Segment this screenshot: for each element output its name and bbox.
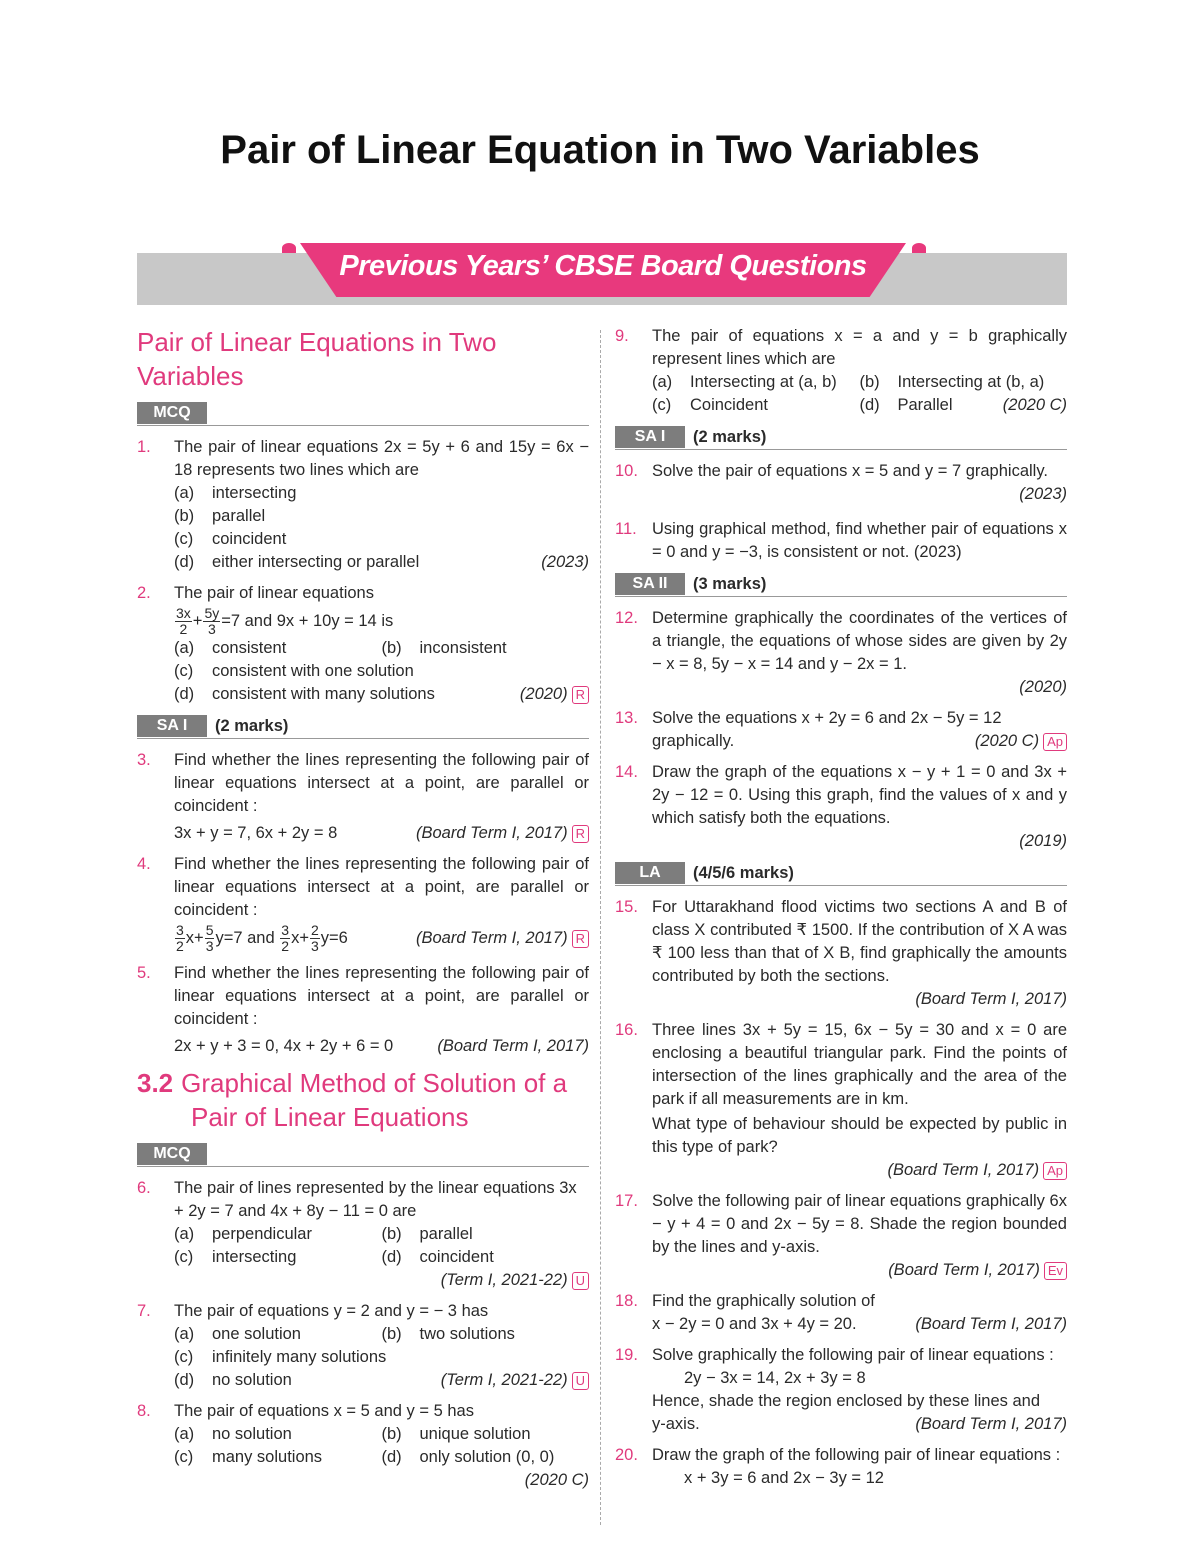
question-source: (Board Term I, 2017) bbox=[415, 824, 568, 843]
option-c: coincident bbox=[212, 530, 287, 548]
option-a: intersecting bbox=[212, 484, 297, 502]
difficulty-badge: Ap bbox=[1043, 733, 1067, 751]
question-3 bbox=[137, 749, 589, 845]
question-number: 8. bbox=[137, 1402, 151, 1421]
section-heading-line1: Graphical Method of Solution of a bbox=[181, 1068, 568, 1099]
question-number: 9. bbox=[615, 327, 629, 345]
question-number: 19. bbox=[615, 1346, 638, 1364]
question-source: (2020 C) bbox=[1002, 396, 1067, 414]
option-c: Coincident bbox=[690, 396, 768, 414]
option-letter: (b) bbox=[381, 1225, 402, 1244]
question-number: 16. bbox=[615, 1021, 638, 1039]
option-letter: (b) bbox=[174, 507, 195, 525]
question-text: Find whether the lines representing the following pair of linear equations intersect at a point, are parallel or coincident : bbox=[174, 964, 589, 1029]
sa1-tag: SA I bbox=[137, 715, 207, 737]
question-source: (Board Term I, 2017) bbox=[915, 990, 1067, 1008]
question-text: Solve the equations x + 2y = 6 and 2x − 5y = 12 bbox=[652, 709, 1002, 727]
question-text: Determine graphically the coordinates of the vertices of a triangle, the equations of whose sides are given by 2y − x = 8, 5y − x = 14 and y − 2x = 1. bbox=[652, 609, 1067, 673]
option-d: coincident bbox=[419, 1248, 494, 1267]
question-4 bbox=[137, 853, 589, 954]
fraction-denominator: 2 bbox=[176, 938, 184, 955]
difficulty-badge: R bbox=[572, 686, 589, 704]
fraction-denominator: 2 bbox=[179, 621, 188, 638]
sa1-section-header bbox=[137, 714, 589, 739]
banner-dot-left bbox=[282, 243, 296, 253]
option-a: consistent bbox=[212, 639, 287, 658]
fraction-numerator: 3 bbox=[176, 922, 184, 939]
question-source: (2020) bbox=[519, 685, 568, 704]
question-text-cont: graphically. bbox=[652, 732, 735, 750]
column-divider bbox=[600, 330, 601, 1525]
section-number: 3.2 bbox=[137, 1068, 174, 1099]
fraction-denominator: 2 bbox=[281, 938, 290, 955]
question-source: (Board Term I, 2017) bbox=[437, 1037, 589, 1056]
question-source: (2023) bbox=[1019, 485, 1067, 503]
option-d: only solution (0, 0) bbox=[419, 1448, 555, 1467]
question-13 bbox=[615, 707, 1067, 753]
sa1-marks: (2 marks) bbox=[693, 427, 767, 446]
question-source: (2019) bbox=[1019, 832, 1067, 850]
option-letter: (b) bbox=[381, 1325, 402, 1344]
question-text: Find whether the lines representing the following pair of linear equations intersect at a point, are parallel or coincident : bbox=[174, 751, 589, 816]
section-heading-1: Pair of Linear Equations in Two Variables bbox=[137, 327, 497, 391]
option-letter: (b) bbox=[859, 373, 880, 391]
option-letter: (c) bbox=[174, 662, 194, 681]
fraction-numerator: 3 bbox=[281, 922, 290, 939]
question-source: (Board Term I, 2017) bbox=[887, 1161, 1040, 1179]
question-14 bbox=[615, 761, 1067, 853]
question-20 bbox=[615, 1444, 1067, 1490]
option-b: inconsistent bbox=[419, 639, 507, 658]
difficulty-badge: U bbox=[572, 1272, 589, 1290]
page-title: Pair of Linear Equation in Two Variables bbox=[220, 128, 980, 172]
option-letter: (c) bbox=[652, 396, 672, 414]
la-section-header bbox=[615, 861, 1067, 886]
question-7 bbox=[137, 1300, 589, 1392]
question-source: (2020 C) bbox=[974, 732, 1040, 750]
question-number: 10. bbox=[615, 462, 638, 480]
sa1-marks: (2 marks) bbox=[215, 716, 289, 735]
option-c: many solutions bbox=[212, 1448, 323, 1467]
fraction-numerator: 5y bbox=[204, 605, 220, 622]
equation-operator: + bbox=[192, 612, 203, 630]
option-b: unique solution bbox=[419, 1425, 531, 1444]
sa2-marks: (3 marks) bbox=[693, 574, 767, 593]
question-10 bbox=[615, 460, 1067, 506]
mcq-tag: MCQ bbox=[137, 1143, 207, 1165]
question-11 bbox=[615, 518, 1067, 564]
sa2-tag: SA II bbox=[615, 573, 685, 595]
option-letter: (a) bbox=[174, 484, 195, 502]
question-source: (Board Term I, 2017) bbox=[915, 1415, 1067, 1433]
question-6 bbox=[137, 1177, 589, 1292]
banner-dot-right bbox=[912, 243, 926, 253]
question-17 bbox=[615, 1190, 1067, 1282]
difficulty-badge: U bbox=[572, 1372, 589, 1390]
option-letter: (d) bbox=[381, 1248, 402, 1267]
question-number: 1. bbox=[137, 438, 151, 456]
option-letter: (b) bbox=[381, 639, 402, 658]
equation: x − 2y = 0 and 3x + 4y = 20. bbox=[652, 1315, 857, 1333]
option-letter: (c) bbox=[174, 1248, 194, 1267]
question-number: 2. bbox=[137, 584, 151, 602]
option-b: Intersecting at (b, a) bbox=[897, 373, 1045, 391]
option-d: either intersecting or parallel bbox=[212, 553, 420, 571]
equation: 2x + y + 3 = 0, 4x + 2y + 6 = 0 bbox=[174, 1037, 394, 1056]
question-number: 4. bbox=[137, 855, 151, 874]
option-d: Parallel bbox=[897, 396, 953, 414]
question-source: (Board Term I, 2017) bbox=[888, 1261, 1040, 1279]
question-number: 12. bbox=[615, 609, 638, 627]
equation-text: x+ bbox=[291, 929, 309, 948]
option-a: no solution bbox=[212, 1425, 292, 1444]
question-1 bbox=[137, 436, 589, 574]
equation: x + 3y = 6 and 2x − 3y = 12 bbox=[684, 1469, 884, 1487]
question-12 bbox=[615, 607, 1067, 699]
question-2 bbox=[137, 582, 589, 706]
option-a: perpendicular bbox=[212, 1225, 312, 1244]
question-number: 14. bbox=[615, 763, 638, 781]
sa1-section-header bbox=[615, 425, 1067, 450]
banner-title: Previous Years’ CBSE Board Questions bbox=[339, 250, 867, 282]
question-text: The pair of linear equations 2x = 5y + 6 and 15y = 6x − 18 represents two lines which are bbox=[174, 438, 589, 479]
fraction-numerator: 5 bbox=[205, 922, 214, 939]
question-number: 11. bbox=[615, 520, 637, 538]
option-letter: (d) bbox=[859, 396, 880, 414]
question-text: Using graphical method, find whether pair of equations x = 0 and y = −3, is consistent or not. (2023) bbox=[652, 520, 1067, 561]
question-number: 17. bbox=[615, 1192, 638, 1210]
question-text: The pair of equations x = a and y = b graphically represent lines which are bbox=[652, 327, 1067, 368]
question-number: 13. bbox=[615, 709, 638, 727]
question-19 bbox=[615, 1344, 1067, 1436]
mcq-section-header bbox=[137, 401, 589, 426]
la-marks: (4/5/6 marks) bbox=[693, 863, 794, 882]
fraction-numerator: 3x bbox=[176, 605, 191, 622]
option-letter: (d) bbox=[381, 1448, 402, 1467]
question-5 bbox=[137, 962, 589, 1058]
question-15 bbox=[615, 896, 1067, 1011]
question-text: Draw the graph of the following pair of linear equations : bbox=[652, 1446, 1061, 1464]
equation-text: y=6 bbox=[320, 929, 348, 948]
mcq2-section-header bbox=[137, 1142, 589, 1167]
equation-text: =7 and 9x + 10y = 14 is bbox=[221, 612, 394, 630]
option-letter: (a) bbox=[652, 373, 673, 391]
option-c: consistent with one solution bbox=[212, 662, 414, 681]
question-text: Solve the following pair of linear equations graphically 6x − y + 4 = 0 and 2x − 5y = 8. Shade the region bounded by the lines and y-axis. bbox=[652, 1192, 1067, 1256]
option-b: parallel bbox=[212, 507, 266, 525]
question-text: Three lines 3x + 5y = 15, 6x − 5y = 30 and x = 0 are enclosing a beautiful triangular park. Find the points of intersection of the lines graphically and the area of the park if all measurements are in km. bbox=[652, 1021, 1067, 1108]
question-text-cont: Hence, shade the region enclosed by these lines and bbox=[652, 1392, 1041, 1410]
sa2-section-header bbox=[615, 572, 1067, 597]
option-c: intersecting bbox=[212, 1248, 297, 1267]
question-text: For Uttarakhand flood victims two sections A and B of class X contributed ₹ 1500. If the contribution of X A was ₹ 100 less than that of X B, find graphically the amounts contributed by both the sections. bbox=[652, 898, 1067, 985]
equation bbox=[174, 605, 589, 637]
difficulty-badge: R bbox=[572, 930, 589, 948]
option-letter: (d) bbox=[174, 1371, 195, 1390]
question-number: 6. bbox=[137, 1179, 151, 1198]
option-a: Intersecting at (a, b) bbox=[690, 373, 837, 391]
question-text: Solve the pair of equations x = 5 and y = 7 graphically. bbox=[652, 462, 1048, 480]
question-number: 20. bbox=[615, 1446, 638, 1464]
question-text: The pair of lines represented by the linear equations 3x + 2y = 7 and 4x + 8y − 11 = 0 are bbox=[174, 1179, 577, 1221]
equation: 2y − 3x = 14, 2x + 3y = 8 bbox=[684, 1369, 866, 1387]
question-text-cont2: y-axis. bbox=[652, 1415, 700, 1433]
option-letter: (c) bbox=[174, 530, 194, 548]
question-text: Draw the graph of the equations x − y + 1 = 0 and 3x + 2y − 12 = 0. Using this graph, find the values of x and y which satisfy both the equations. bbox=[652, 763, 1067, 827]
question-9 bbox=[615, 325, 1067, 417]
la-tag: LA bbox=[615, 862, 685, 884]
question-text-cont: What type of behaviour should be expected by public in this type of park? bbox=[652, 1115, 1067, 1156]
mcq-tag: MCQ bbox=[137, 402, 207, 424]
question-16 bbox=[615, 1019, 1067, 1182]
equation-text: y=7 and bbox=[215, 929, 275, 948]
option-letter: (a) bbox=[174, 1325, 195, 1344]
question-source: (Board Term I, 2017) bbox=[915, 1315, 1067, 1333]
question-number: 3. bbox=[137, 751, 151, 770]
section-heading-2 bbox=[137, 1066, 589, 1134]
fraction-denominator: 3 bbox=[310, 938, 319, 955]
question-number: 7. bbox=[137, 1302, 151, 1321]
option-letter: (c) bbox=[174, 1348, 194, 1367]
question-text: Find the graphically solution of bbox=[652, 1292, 875, 1310]
option-d: no solution bbox=[212, 1371, 292, 1390]
option-letter: (b) bbox=[381, 1425, 402, 1444]
question-text: The pair of equations y = 2 and y = − 3 has bbox=[174, 1302, 489, 1321]
fraction-denominator: 3 bbox=[207, 621, 216, 638]
equation: 3x + y = 7, 6x + 2y = 8 bbox=[174, 824, 338, 843]
option-b: two solutions bbox=[419, 1325, 515, 1344]
question-text: The pair of equations x = 5 and y = 5 has bbox=[174, 1402, 474, 1421]
sa1-tag: SA I bbox=[615, 426, 685, 448]
question-8 bbox=[137, 1400, 589, 1492]
option-c: infinitely many solutions bbox=[212, 1348, 387, 1367]
option-letter: (a) bbox=[174, 1425, 195, 1444]
question-text: Find whether the lines representing the following pair of linear equations intersect at a point, are parallel or coincident : bbox=[174, 855, 589, 920]
question-source: (2020 C) bbox=[524, 1471, 589, 1490]
right-column bbox=[615, 325, 1067, 1498]
question-source: (Term I, 2021-22) bbox=[440, 1271, 568, 1290]
section-heading-line2: Pair of Linear Equations bbox=[191, 1102, 469, 1133]
fraction-denominator: 3 bbox=[205, 938, 214, 955]
question-source: (2023) bbox=[541, 553, 589, 571]
question-source: (Term I, 2021-22) bbox=[440, 1371, 568, 1390]
option-letter: (a) bbox=[174, 1225, 195, 1244]
option-letter: (d) bbox=[174, 685, 195, 704]
difficulty-badge: R bbox=[572, 825, 589, 843]
option-letter: (a) bbox=[174, 639, 195, 658]
equation bbox=[174, 922, 348, 954]
question-text: Solve graphically the following pair of linear equations : bbox=[652, 1346, 1054, 1364]
question-number: 5. bbox=[137, 964, 151, 983]
question-18 bbox=[615, 1290, 1067, 1336]
question-source: (2020) bbox=[1019, 678, 1067, 696]
option-d: consistent with many solutions bbox=[212, 685, 435, 704]
option-b: parallel bbox=[419, 1225, 473, 1244]
question-source: (Board Term I, 2017) bbox=[415, 929, 568, 948]
difficulty-badge: Ev bbox=[1044, 1262, 1067, 1280]
option-letter: (c) bbox=[174, 1448, 194, 1467]
question-number: 18. bbox=[615, 1292, 638, 1310]
fraction-numerator: 2 bbox=[310, 922, 319, 939]
question-text: The pair of linear equations bbox=[174, 584, 374, 602]
left-column bbox=[137, 325, 589, 1500]
option-letter: (d) bbox=[174, 553, 195, 571]
equation-text: x+ bbox=[185, 929, 204, 948]
difficulty-badge: Ap bbox=[1043, 1162, 1067, 1180]
option-a: one solution bbox=[212, 1325, 301, 1344]
question-number: 15. bbox=[615, 898, 638, 916]
